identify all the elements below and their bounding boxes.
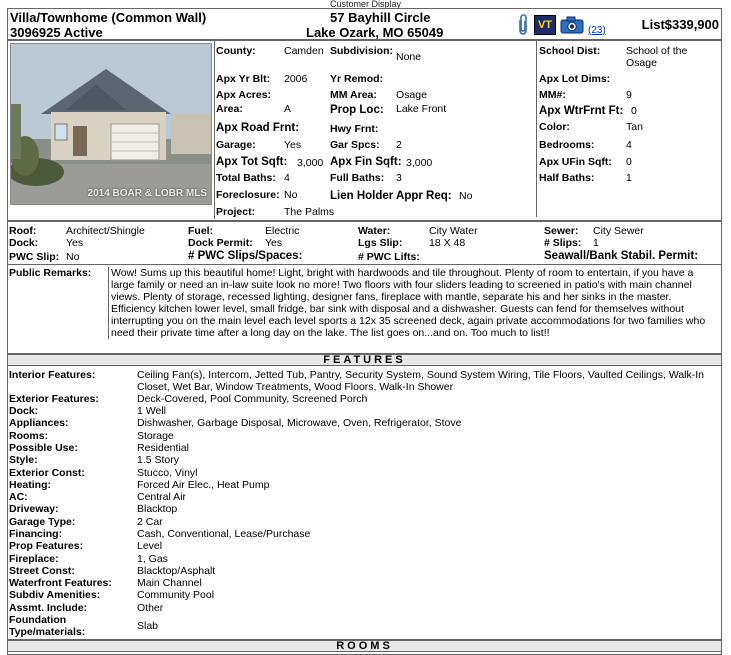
sewer-label: Sewer: xyxy=(544,225,579,237)
feature-label: Foundation Type/materials: xyxy=(9,614,86,638)
ufinsqft-value: 0 xyxy=(626,156,632,168)
feature-value: Cash, Conventional, Lease/Purchase xyxy=(137,528,311,540)
finsqft-value: 3,000 xyxy=(406,157,433,169)
proploc-label: Prop Loc: xyxy=(330,104,384,116)
column-divider xyxy=(536,41,537,217)
bedrooms-label: Bedrooms: xyxy=(539,139,595,151)
feature-row xyxy=(9,577,719,589)
feature-label: Street Const: xyxy=(9,565,75,577)
feature-value: 1 Well xyxy=(137,405,166,417)
pwcslip-label: PWC Slip: xyxy=(9,251,60,263)
feature-label: Exterior Features: xyxy=(9,393,99,405)
feature-row xyxy=(9,491,719,503)
feature-row xyxy=(9,614,719,638)
feature-label: Appliances: xyxy=(9,417,69,429)
feature-row xyxy=(9,467,719,479)
totbaths-value: 4 xyxy=(284,172,290,184)
feature-value: 1.5 Story xyxy=(137,454,180,466)
street-address: 57 Bayhill Circle xyxy=(330,10,431,25)
feature-row xyxy=(9,589,719,601)
wtrfrnt-value: 0 xyxy=(631,105,637,117)
county-label: County: xyxy=(216,45,256,57)
listing-card xyxy=(7,8,722,655)
feature-row xyxy=(9,369,719,393)
mm-value: 9 xyxy=(626,89,632,101)
camera-icon[interactable] xyxy=(560,16,584,34)
foreclosure-label: Foreclosure: xyxy=(216,189,280,201)
water-label: Water: xyxy=(358,225,391,237)
feature-row xyxy=(9,405,719,417)
fullbaths-label: Full Baths: xyxy=(330,172,385,184)
feature-label: Exterior Const: xyxy=(9,467,85,479)
school-value: School of the xyxy=(626,45,688,57)
features-heading: FEATURES xyxy=(8,353,721,366)
remarks-text: Wow! Sums up this beautiful home! Light, bright with hardwoods and tile throughout. Plenty of room to entertain, if you have a large family or need an in-law suite look no more! Two floors with four sliders leading to screened in patio's with main channel views. Plenty of storage, recessed lighting, designer fans, fireplace with mantle, separate his and her sinks in the master. Efficiency kitchen lower level, small fridge, bar sink with disposal and a dishwasher. Guests can fend for themselves without interrupting you on the main level each level sports a 12x 35 screened deck, again private accommodations for two families who need their private time after a long day on the lake. The list goes on...and on. Too much to list!! xyxy=(108,267,718,339)
feature-row xyxy=(9,442,719,454)
roof-label: Roof: xyxy=(9,225,37,237)
feature-row xyxy=(9,540,719,552)
roadfrnt-label: Apx Road Frnt: xyxy=(216,122,300,134)
slips-label: # Slips: xyxy=(544,237,582,249)
house-image xyxy=(11,44,212,205)
feature-value: Other xyxy=(137,602,164,614)
feature-label: Style: xyxy=(9,454,38,466)
yrblt-label: Apx Yr Blt: xyxy=(216,73,271,85)
window-title: Customer Display xyxy=(329,0,402,8)
garage-label: Garage: xyxy=(216,139,256,151)
feature-value: Blacktop/Asphalt xyxy=(137,565,216,577)
photo-divider xyxy=(214,41,215,219)
feature-value: Community Pool xyxy=(137,589,215,601)
feature-row xyxy=(9,479,719,491)
water-value: City Water xyxy=(429,225,478,237)
halfbaths-value: 1 xyxy=(626,172,632,184)
feature-label: Rooms: xyxy=(9,430,49,442)
lgsslip-value: 18 X 48 xyxy=(429,237,466,249)
bedrooms-value: 4 xyxy=(626,139,632,151)
feature-label: Fireplace: xyxy=(9,553,59,565)
pwcspaces-label: # PWC Slips/Spaces: xyxy=(188,250,303,262)
city-state-zip: Lake Ozark, MO 65049 xyxy=(306,25,444,40)
feature-label: Prop Features: xyxy=(9,540,84,552)
feature-value: Central Air xyxy=(137,491,187,503)
feature-row xyxy=(9,602,719,614)
remarks-divider xyxy=(8,264,721,265)
project-value: The Palms xyxy=(284,206,335,218)
pwcslip-value: No xyxy=(66,251,80,263)
photo-count-link[interactable]: (23) xyxy=(588,24,606,36)
feature-value: Ceiling Fan(s), Intercom, Jetted Tub, Pantry, Security System, Sound System Wiring, Tile Floors, Vaulted Ceilings, Walk-In Closet, Wet Bar, Window Treatments, Wood Floors, Walk-In Shower xyxy=(137,369,705,393)
county-value: Camden xyxy=(284,45,324,57)
feature-value: Stucco, Vinyl xyxy=(137,467,198,479)
roof-value: Architect/Shingle xyxy=(66,225,145,237)
garspcs-label: Gar Spcs: xyxy=(330,139,380,151)
halfbaths-label: Half Baths: xyxy=(539,172,595,184)
foreclosure-value: No xyxy=(284,189,298,201)
rooms-heading: ROOMS xyxy=(8,639,721,652)
feature-row xyxy=(9,503,719,515)
mm-label: MM#: xyxy=(539,89,566,101)
feature-value: Level xyxy=(137,540,163,552)
feature-value: 1, Gas xyxy=(137,553,168,565)
project-label: Project: xyxy=(216,206,256,218)
area-label: Area: xyxy=(216,103,243,115)
feature-label: Interior Features: xyxy=(9,369,96,381)
feature-value: Dishwasher, Garbage Disposal, Microwave, Oven, Refrigerator, Stove xyxy=(137,417,462,429)
slips-value: 1 xyxy=(593,237,599,249)
listing-header xyxy=(8,9,721,41)
feature-row xyxy=(9,516,719,528)
feature-value: Residential xyxy=(137,442,189,454)
school-label: School Dist: xyxy=(539,45,601,57)
feature-label: Garage Type: xyxy=(9,516,76,528)
feature-row xyxy=(9,553,719,565)
garspcs-value: 2 xyxy=(396,139,402,151)
feature-row xyxy=(9,528,719,540)
totbaths-label: Total Baths: xyxy=(216,172,276,184)
proploc-value: Lake Front xyxy=(396,103,447,115)
feature-row xyxy=(9,393,719,405)
feature-label: Dock: xyxy=(9,405,39,417)
area-value: A xyxy=(284,103,292,115)
feature-value: Main Channel xyxy=(137,577,202,589)
dock-value: Yes xyxy=(66,237,84,249)
hwyfrnt-label: Hwy Frnt: xyxy=(330,123,379,135)
feature-label: Waterfront Features: xyxy=(9,577,112,589)
feature-label: Subdiv Amenities: xyxy=(9,589,101,601)
feature-value: Slab xyxy=(137,620,159,632)
seawall-label: Seawall/Bank Stabil. Permit: xyxy=(544,250,699,262)
totsqft-value: 3,000 xyxy=(297,157,324,169)
finsqft-label: Apx Fin Sqft: xyxy=(330,156,402,168)
yrblt-value: 2006 xyxy=(284,73,308,85)
feature-row xyxy=(9,417,719,429)
lienholder-value: No xyxy=(459,190,473,202)
school-value-2: Osage xyxy=(626,57,657,69)
subdivision-label: Subdivision: xyxy=(330,45,393,57)
color-value: Tan xyxy=(626,121,643,133)
property-type: Villa/Townhome (Common Wall) xyxy=(10,10,207,25)
pwclifts-label: # PWC Lifts: xyxy=(358,251,420,263)
fuel-label: Fuel: xyxy=(188,225,214,237)
dockpermit-label: Dock Permit: xyxy=(188,237,253,249)
paperclip-icon[interactable] xyxy=(516,14,530,36)
feature-value: Blacktop xyxy=(137,503,178,515)
property-photo[interactable] xyxy=(10,43,212,205)
yrremod-label: Yr Remod: xyxy=(330,73,384,85)
feature-row xyxy=(9,454,719,466)
virtual-tour-icon[interactable]: VT xyxy=(534,15,556,35)
photo-watermark: 2014 BOAR & LOBR MLS xyxy=(87,188,207,199)
feature-label: AC: xyxy=(9,491,28,503)
list-price: List$339,900 xyxy=(641,17,719,32)
feature-value: Storage xyxy=(137,430,174,442)
feature-value: 2 Car xyxy=(137,516,163,528)
fuel-value: Electric xyxy=(265,225,300,237)
totsqft-label: Apx Tot Sqft: xyxy=(216,156,288,168)
subdivision-value: None xyxy=(396,51,422,63)
feature-value: Deck-Covered, Pool Community, Screened Porch xyxy=(137,393,368,405)
header-icons xyxy=(516,13,606,37)
remarks-label: Public Remarks: xyxy=(9,267,92,279)
lotdims-label: Apx Lot Dims: xyxy=(539,73,611,85)
feature-label: Driveway: xyxy=(9,503,59,515)
feature-label: Heating: xyxy=(9,479,51,491)
dock-label: Dock: xyxy=(9,237,39,249)
feature-row xyxy=(9,565,719,577)
dockpermit-value: Yes xyxy=(265,237,283,249)
garage-value: Yes xyxy=(284,139,302,151)
ufinsqft-label: Apx UFin Sqft: xyxy=(539,156,612,168)
section-divider xyxy=(8,220,721,222)
mmarea-label: MM Area: xyxy=(330,89,377,101)
sewer-value: City Sewer xyxy=(593,225,644,237)
feature-row xyxy=(9,430,719,442)
lienholder-label: Lien Holder Appr Req: xyxy=(330,190,452,202)
feature-label: Financing: xyxy=(9,528,63,540)
color-label: Color: xyxy=(539,121,570,133)
wtrfrnt-label: Apx WtrFrnt Ft: xyxy=(539,105,624,117)
mmarea-value: Osage xyxy=(396,89,427,101)
lgsslip-label: Lgs Slip: xyxy=(358,237,403,249)
feature-label: Possible Use: xyxy=(9,442,78,454)
feature-value: Forced Air Elec., Heat Pump xyxy=(137,479,270,491)
feature-label: Assmt. Include: xyxy=(9,602,88,614)
fullbaths-value: 3 xyxy=(396,172,402,184)
acres-label: Apx Acres: xyxy=(216,89,272,101)
mls-number-status: 3096925 Active xyxy=(10,25,103,40)
